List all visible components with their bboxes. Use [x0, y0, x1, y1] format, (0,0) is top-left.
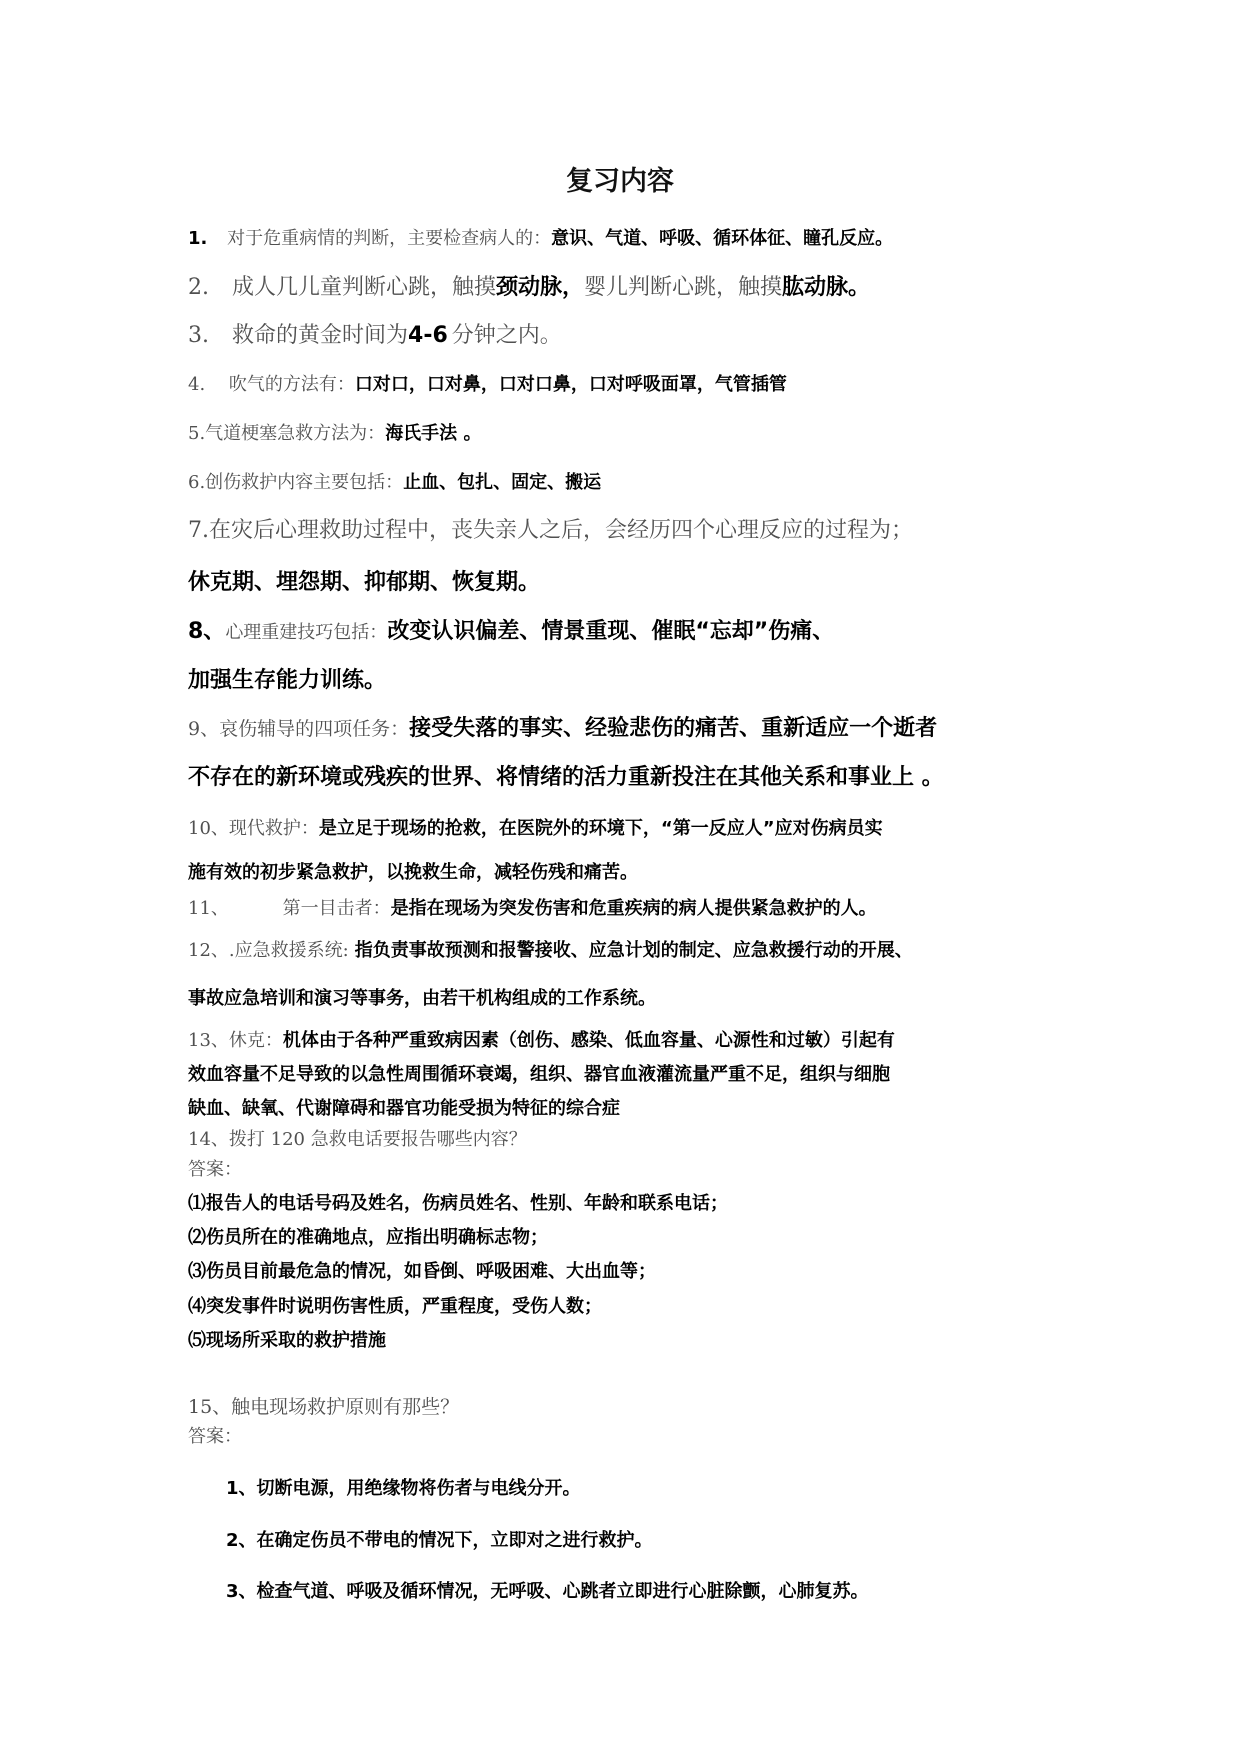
item-answer: 口对口，口对鼻，口对口鼻，口对呼吸面罩，气管插管 [354, 374, 787, 395]
item-4 [188, 374, 787, 396]
item-answer: 颈动脉， [496, 275, 585, 300]
item-text: 13、休克： [188, 1030, 283, 1051]
item-14-answer-4: ⑷突发事件时说明伤害性质，严重程度，受伤人数； [188, 1296, 602, 1317]
item-14-answer-3: ⑶伤员目前最危急的情况，如昏倒、呼吸困难、大出血等； [188, 1261, 656, 1282]
item-answer: 止血、包扎、固定、搬运 [403, 472, 602, 493]
page-title: 复习内容 [566, 166, 674, 197]
item-answer: 机体由于各种严重致病因素（创伤、感染、低血容量、心源性和过敏）引起有 [282, 1030, 895, 1051]
item-10 [188, 818, 883, 840]
item-text: 分钟之内。 [451, 323, 562, 348]
item-answer: 是立足于现场的抢救，在医院外的环境下，“第一反应人”应对伤病员实 [318, 818, 883, 839]
item-answer: 接受失落的事实、经验悲伤的痛苦、重新适应一个逝者 [409, 716, 938, 741]
item-14-answer-label: 答案： [188, 1159, 242, 1180]
item-15-answer-1: 1、切断电源，用绝缘物将伤者与电线分开。 [226, 1478, 581, 1499]
item-number: 3. [188, 323, 209, 348]
item-answer: 海氏手法 。 [385, 423, 482, 444]
item-number: 11、 [188, 898, 229, 919]
item-15-answer-2: 2、在确定伤员不带电的情况下，立即对之进行救护。 [226, 1530, 653, 1551]
item-answer: 是指在现场为突发伤害和危重疾病的病人提供紧急救护的人。 [390, 898, 877, 919]
item-14-answer-1: ⑴报告人的电话号码及姓名，伤病员姓名、性别、年龄和联系电话； [188, 1193, 728, 1214]
item-14-answer-2: ⑵伤员所在的准确地点，应指出明确标志物； [188, 1227, 548, 1248]
item-8 [188, 619, 834, 645]
item-11 [188, 898, 877, 920]
item-text: 第一目击者： [282, 898, 391, 919]
item-14-question: 14、拨打 120 急救电话要报告哪些内容？ [188, 1129, 527, 1150]
item-10-answer-cont: 施有效的初步紧急救护，以挽救生命，减轻伤残和痛苦。 [188, 862, 638, 883]
item-number: 2. [188, 275, 209, 300]
item-9-answer-cont: 不存在的新环境或残疾的世界、将情绪的活力重新投注在其他关系和事业上 。 [188, 765, 944, 790]
item-5 [188, 423, 481, 445]
item-15-answer-label: 答案： [188, 1426, 242, 1447]
item-text: 心理重建技巧包括： [225, 622, 388, 643]
item-text: 成人几儿童判断心跳，触摸 [232, 275, 497, 300]
item-12 [188, 940, 913, 962]
item-text: 对于危重病情的判断，主要检查病人的： [227, 228, 552, 249]
item-13 [188, 1030, 895, 1052]
item-9 [188, 716, 937, 742]
item-answer: 意识、气道、呼吸、循环体征、瞳孔反应。 [551, 228, 894, 249]
item-14-answer-5: ⑸现场所采取的救护措施 [188, 1330, 386, 1351]
item-8-answer-cont: 加强生存能力训练。 [188, 668, 387, 693]
item-text: 9、哀伤辅导的四项任务： [188, 718, 410, 740]
item-text: 6.创伤救护内容主要包括： [188, 472, 404, 493]
item-15-answer-3: 3、检查气道、呼吸及循环情况，无呼吸、心跳者立即进行心脏除颤，心肺复苏。 [226, 1581, 869, 1602]
item-text: 救命的黄金时间为 [232, 323, 409, 348]
item-13-answer-cont: 缺血、缺氧、代谢障碍和器官功能受损为特征的综合症 [188, 1098, 620, 1119]
item-text: 5.气道梗塞急救方法为： [188, 423, 386, 444]
item-1 [188, 228, 893, 250]
item-12-answer-cont: 事故应急培训和演习等事务，由若干机构组成的工作系统。 [188, 988, 656, 1009]
item-7-answer: 休克期、埋怨期、抑郁期、恢复期。 [188, 570, 541, 595]
item-number: 4. [188, 374, 206, 395]
item-answer: 肱动脉。 [782, 275, 871, 300]
item-text: 10、现代救护： [188, 818, 319, 839]
item-number: 1. [188, 228, 208, 249]
item-3 [188, 323, 562, 349]
item-2 [188, 275, 870, 301]
item-text: 婴儿判断心跳，触摸 [584, 275, 783, 300]
item-6 [188, 472, 601, 494]
item-7-question: 7.在灾后心理救助过程中，丧失亲人之后，会经历四个心理反应的过程为； [188, 518, 913, 543]
item-number: 8、 [188, 619, 226, 644]
item-text: 吹气的方法有： [228, 374, 355, 395]
item-answer: 指负责事故预测和报警接收、应急计划的制定、应急救援行动的开展、 [354, 940, 913, 961]
item-answer: 改变认识偏差、情景重现、催眠“忘却”伤痛、 [387, 619, 835, 644]
item-15-question: 15、触电现场救护原则有那些？ [188, 1396, 460, 1418]
item-text: 12、.应急救援系统: [188, 940, 349, 961]
item-answer: 4-6 [408, 323, 448, 348]
item-13-answer-cont: 效血容量不足导致的以急性周围循环衰竭，组织、器官血液灌流量严重不足，组织与细胞 [188, 1064, 890, 1085]
